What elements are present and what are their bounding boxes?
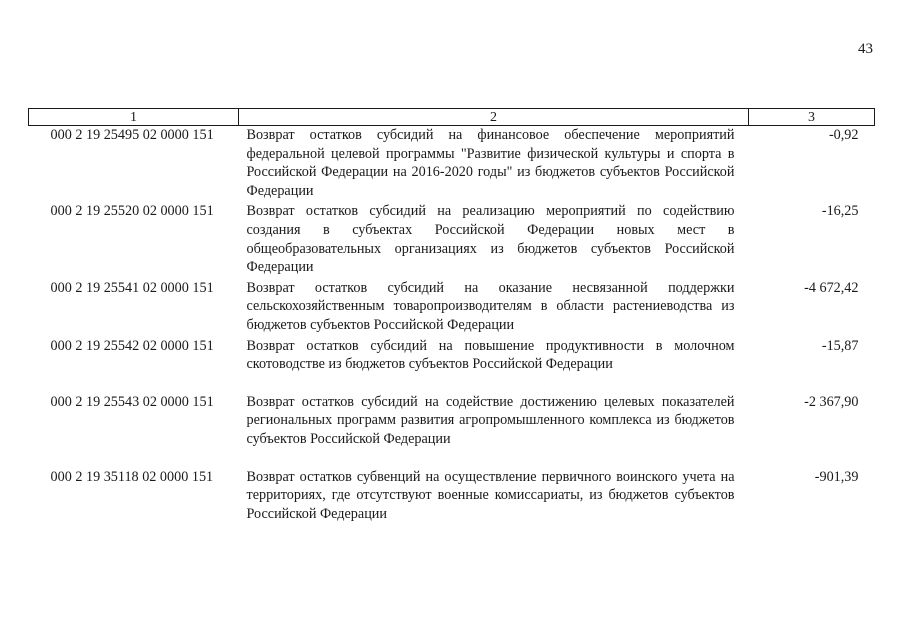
budget-code: 000 2 19 25495 02 0000 151 — [50, 127, 214, 143]
row-description: Возврат остатков субсидий на финансовое обеспечение мероприятий федеральной целевой программы "Развитие физической культуры и спорта в Российской Федерации на 2016-2020 годы" из бюджетов субъектов Российской Федерации — [246, 127, 735, 199]
row-description: Возврат остатков субсидий на реализацию мероприятий по содействию создания в субъектах Российской Федерации новых мест в общеобразовательных организациях из бюджетов субъектов Российской Федерации — [246, 203, 735, 276]
table-row — [29, 393, 875, 468]
budget-code: 000 2 19 35118 02 0000 151 — [50, 468, 214, 485]
row-description: Возврат остатков субвенций на осуществление первичного воинского учета на территориях, где отсутствуют военные комиссариаты, из бюджетов субъектов Российской Федерации — [246, 468, 735, 522]
budget-code: 000 2 19 25542 02 0000 151 — [50, 337, 214, 354]
row-amount: -4 672,42 — [804, 279, 859, 296]
row-amount: -901,39 — [814, 468, 859, 485]
budget-code: 000 2 19 25520 02 0000 151 — [50, 203, 214, 220]
budget-table — [28, 108, 875, 525]
column-header-3: 3 — [749, 109, 875, 126]
table-row — [29, 468, 875, 526]
table-row — [29, 202, 875, 278]
table-header-row — [29, 109, 875, 126]
page-number: 43 — [858, 41, 873, 57]
table-row — [29, 337, 875, 393]
row-amount: -0,92 — [828, 127, 859, 143]
budget-code: 000 2 19 25541 02 0000 151 — [50, 279, 214, 296]
budget-code: 000 2 19 25543 02 0000 151 — [50, 393, 214, 410]
row-amount: -16,25 — [821, 203, 859, 220]
table-row — [29, 126, 875, 203]
row-amount: -15,87 — [821, 337, 859, 354]
table-row — [29, 279, 875, 337]
row-description: Возврат остатков субсидий на содействие достижению целевых показателей региональных программ развития агропромышленного комплекса из бюджетов субъектов Российской Федерации — [246, 393, 735, 447]
row-description: Возврат остатков субсидий на повышение продуктивности в молочном скотоводстве из бюджетов субъектов Российской Федерации — [246, 337, 735, 373]
row-amount: -2 367,90 — [804, 393, 859, 410]
row-description: Возврат остатков субсидий на оказание несвязанной поддержки сельскохозяйственным товаропроизводителям в области растениеводства из бюджетов субъектов Российской Федерации — [246, 279, 735, 333]
column-header-2: 2 — [239, 109, 749, 126]
column-header-1: 1 — [29, 109, 239, 126]
